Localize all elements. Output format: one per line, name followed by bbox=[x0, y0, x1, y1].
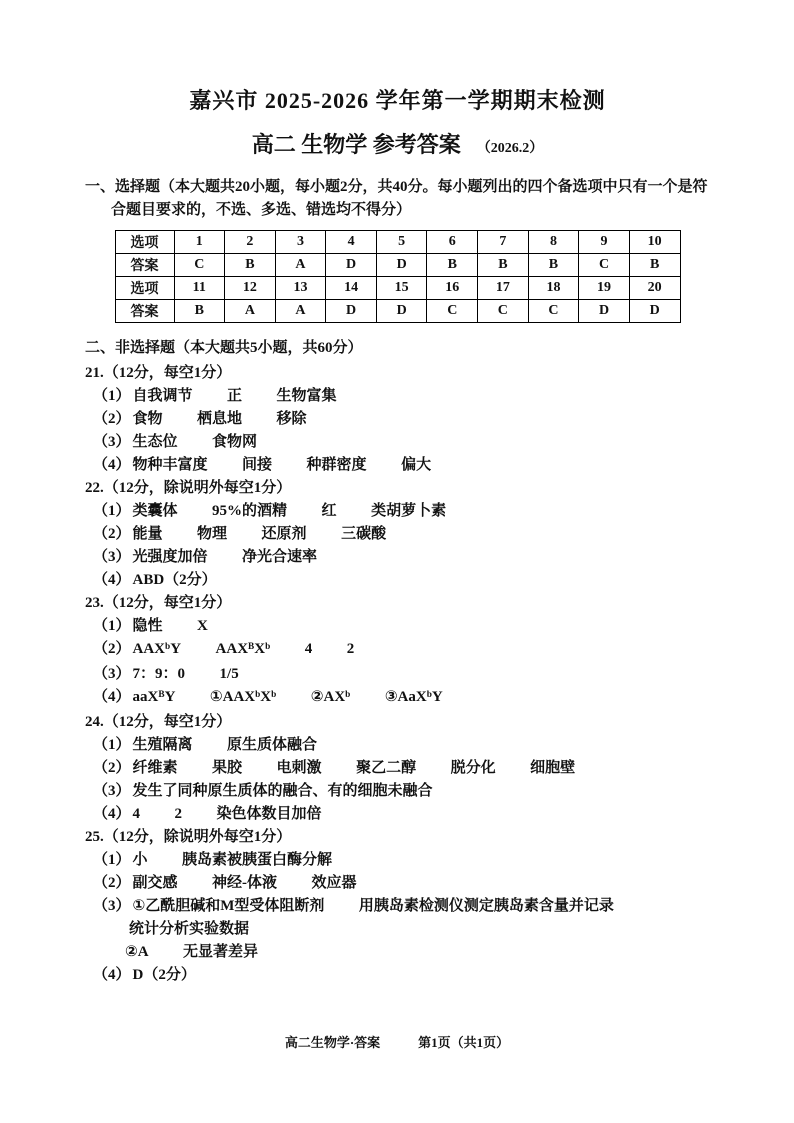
answer-line bbox=[85, 686, 710, 711]
answer-item: 7：9：0 bbox=[132, 666, 186, 682]
answer-table-cell: B bbox=[174, 300, 225, 323]
question-header: 21.（12分，每空1分） bbox=[85, 365, 232, 381]
answer-line-label: （4） bbox=[93, 806, 131, 822]
answer-line bbox=[85, 615, 710, 638]
answer-item: aaX$^B$Y bbox=[132, 689, 176, 705]
question-header: 25.（12分，除说明外每空1分） bbox=[85, 829, 292, 845]
answer-line bbox=[85, 918, 710, 941]
answer-item: 移除 bbox=[276, 411, 307, 427]
answer-item: 生物富集 bbox=[276, 388, 337, 404]
answer-item: 发生了同种原生质体的融合、有的细胞未融合 bbox=[132, 783, 433, 799]
answer-table-cell: 12 bbox=[225, 277, 276, 300]
answer-table-cell: 答案 bbox=[115, 254, 174, 277]
answer-item: 统计分析实验数据 bbox=[129, 921, 250, 937]
answer-item: 还原剂 bbox=[261, 526, 307, 542]
answer-item: 用胰岛素检测仪测定胰岛素含量并记录 bbox=[358, 898, 614, 914]
answer-table-cell: 5 bbox=[376, 231, 427, 254]
answer-table-cell: 8 bbox=[528, 231, 579, 254]
answer-table-cell: 4 bbox=[326, 231, 377, 254]
answer-line-label: （3） bbox=[93, 783, 131, 799]
answer-item: ABD（2分） bbox=[132, 572, 217, 588]
answer-line-label: （1） bbox=[93, 618, 131, 634]
answer-line bbox=[85, 757, 710, 780]
answer-line-label: （3） bbox=[93, 898, 131, 914]
answer-table-cell: 15 bbox=[376, 277, 427, 300]
answer-table-cell: C bbox=[528, 300, 579, 323]
answer-table-cell: D bbox=[579, 300, 630, 323]
answer-item: 4 bbox=[132, 806, 141, 822]
section2-heading: 二、非选择题（本大题共5小题，共60分） bbox=[85, 340, 363, 356]
answer-item: 类囊体 bbox=[132, 503, 178, 519]
answer-table-row bbox=[115, 277, 680, 300]
question-block bbox=[85, 592, 710, 711]
answer-item: 细胞壁 bbox=[530, 760, 576, 776]
answer-line bbox=[85, 454, 710, 477]
answer-item: 种群密度 bbox=[306, 457, 367, 473]
answer-item: $①AAX^bX^b$ bbox=[209, 689, 277, 705]
answer-item: 光强度加倍 bbox=[132, 549, 208, 565]
answer-item: 纤维素 bbox=[132, 760, 178, 776]
answer-table-cell: 18 bbox=[528, 277, 579, 300]
questions-container bbox=[85, 362, 710, 987]
answer-table-cell: C bbox=[579, 254, 630, 277]
answer-item: 副交感 bbox=[132, 875, 178, 891]
answer-table-cell: D bbox=[326, 300, 377, 323]
answer-line bbox=[85, 408, 710, 431]
subtitle-row bbox=[85, 132, 710, 162]
answer-line bbox=[85, 941, 710, 964]
answer-item: 生殖隔离 bbox=[132, 737, 193, 753]
answer-table-cell: 7 bbox=[478, 231, 529, 254]
question-header: 23.（12分，每空1分） bbox=[85, 595, 232, 611]
answer-item: 食物网 bbox=[212, 434, 258, 450]
answer-item: 隐性 bbox=[132, 618, 163, 634]
question-block bbox=[85, 711, 710, 826]
answer-item: 4 bbox=[304, 641, 313, 657]
section1-heading bbox=[85, 176, 710, 222]
answer-item: 95%的酒精 bbox=[212, 503, 288, 519]
answer-line bbox=[85, 734, 710, 757]
answer-line bbox=[85, 780, 710, 803]
answer-line-label: （3） bbox=[93, 549, 131, 565]
answer-item: D（2分） bbox=[132, 967, 196, 983]
footer-doc-label: 高二生物学·答案 bbox=[284, 1035, 381, 1050]
answer-table-cell: C bbox=[427, 300, 478, 323]
answer-line bbox=[85, 849, 710, 872]
answer-table-cell: 9 bbox=[579, 231, 630, 254]
section1-heading-close: ） bbox=[396, 202, 412, 218]
answer-line-label: （1） bbox=[93, 852, 131, 868]
answer-item: ②A bbox=[125, 944, 149, 960]
answer-item: 偏大 bbox=[401, 457, 432, 473]
answer-line-label: （2） bbox=[93, 760, 131, 776]
answer-table-cell: 11 bbox=[174, 277, 225, 300]
answer-item: 三碳酸 bbox=[341, 526, 387, 542]
answer-table-cell: 17 bbox=[478, 277, 529, 300]
answer-item: 原生质体融合 bbox=[227, 737, 318, 753]
page-footer bbox=[0, 1032, 794, 1051]
answer-table-cell: B bbox=[629, 254, 680, 277]
question-header: 24.（12分，每空1分） bbox=[85, 714, 232, 730]
answer-line-label: （1） bbox=[93, 503, 131, 519]
answer-item: 净光合速率 bbox=[242, 549, 318, 565]
answer-line-label: （4） bbox=[93, 689, 131, 705]
answer-table-cell: B bbox=[528, 254, 579, 277]
answer-item: 2 bbox=[174, 806, 183, 822]
answer-table-cell: 10 bbox=[629, 231, 680, 254]
section1-heading-bold-note: 不选、多选、错选均不得分 bbox=[216, 202, 397, 218]
answer-line bbox=[85, 663, 710, 686]
answer-table-row bbox=[115, 231, 680, 254]
answer-item: 自我调节 bbox=[132, 388, 193, 404]
answer-table-cell: D bbox=[376, 300, 427, 323]
answer-item: 能量 bbox=[132, 526, 163, 542]
answer-item: 物种丰富度 bbox=[132, 457, 208, 473]
answer-table-cell: 14 bbox=[326, 277, 377, 300]
answer-line bbox=[85, 895, 710, 918]
answer-table-row bbox=[115, 300, 680, 323]
answer-table-cell: 20 bbox=[629, 277, 680, 300]
answer-table-row bbox=[115, 254, 680, 277]
answer-item: 电刺激 bbox=[276, 760, 322, 776]
answer-item: ①乙酰胆碱和M型受体阻断剂 bbox=[132, 898, 325, 914]
exam-date: （2026.2） bbox=[476, 141, 544, 156]
answer-table-cell: C bbox=[174, 254, 225, 277]
answer-table-cell: C bbox=[478, 300, 529, 323]
footer-page-label: 第1页（共1页） bbox=[418, 1035, 510, 1050]
answer-item: 胰岛素被胰蛋白酶分解 bbox=[182, 852, 333, 868]
answer-line-label: （3） bbox=[93, 434, 131, 450]
question-block bbox=[85, 826, 710, 987]
answer-line bbox=[85, 546, 710, 569]
answer-item: AAX$^b$Y bbox=[132, 641, 182, 657]
answer-line bbox=[85, 523, 710, 546]
answer-table-cell: B bbox=[225, 254, 276, 277]
answer-line-label: （2） bbox=[93, 641, 131, 657]
answer-line bbox=[85, 500, 710, 523]
answer-table-cell: 6 bbox=[427, 231, 478, 254]
answer-item: 聚乙二醇 bbox=[356, 760, 417, 776]
answer-item: $AAX^BX^b$ bbox=[215, 641, 271, 657]
answer-table-cell: 1 bbox=[174, 231, 225, 254]
answer-line bbox=[85, 803, 710, 826]
answer-item: 栖息地 bbox=[197, 411, 243, 427]
answer-item: 1/5 bbox=[219, 666, 239, 682]
answer-line bbox=[85, 385, 710, 408]
answer-table-cell: A bbox=[225, 300, 276, 323]
answer-item: 物理 bbox=[197, 526, 228, 542]
answer-item: 神经-体液 bbox=[212, 875, 278, 891]
answer-table-cell: B bbox=[478, 254, 529, 277]
answer-line-label: （4） bbox=[93, 457, 131, 473]
answer-item: 无显著差异 bbox=[183, 944, 259, 960]
answer-line-label: （1） bbox=[93, 388, 131, 404]
answer-table-cell: 2 bbox=[225, 231, 276, 254]
answer-line bbox=[85, 964, 710, 987]
answer-item: 生态位 bbox=[132, 434, 178, 450]
answer-table-cell: 13 bbox=[275, 277, 326, 300]
answer-table-cell: D bbox=[629, 300, 680, 323]
answer-table-cell: 选项 bbox=[115, 277, 174, 300]
answer-table-cell: 选项 bbox=[115, 231, 174, 254]
answer-item: 正 bbox=[227, 388, 243, 404]
answer-line bbox=[85, 638, 710, 663]
answer-line-label: （2） bbox=[93, 526, 131, 542]
answer-item: 间接 bbox=[242, 457, 273, 473]
answer-table-cell: 3 bbox=[275, 231, 326, 254]
answer-table-cell: B bbox=[427, 254, 478, 277]
question-header: 22.（12分，除说明外每空1分） bbox=[85, 480, 292, 496]
section1-heading-text: 一、选择题（本大题共20小题，每小题2分，共40分。每小题列出的四个备选项中只有一个是符合题目要求的， bbox=[85, 179, 708, 218]
answer-item: 脱分化 bbox=[450, 760, 496, 776]
answer-table-cell: D bbox=[326, 254, 377, 277]
document-title: 嘉兴市 2025-2026 学年第一学期期末检测 bbox=[189, 88, 606, 113]
answer-line-label: （4） bbox=[93, 572, 131, 588]
question-block bbox=[85, 477, 710, 592]
choice-answer-table bbox=[115, 230, 681, 323]
answer-item: 食物 bbox=[132, 411, 163, 427]
answer-item: 果胶 bbox=[212, 760, 243, 776]
answer-item: 类胡萝卜素 bbox=[371, 503, 447, 519]
answer-table-cell: 16 bbox=[427, 277, 478, 300]
answer-line-label: （1） bbox=[93, 737, 131, 753]
question-block bbox=[85, 362, 710, 477]
answer-line-label: （2） bbox=[93, 875, 131, 891]
answer-item: ③AaX$^b$Y bbox=[384, 689, 443, 705]
answer-table-cell: D bbox=[376, 254, 427, 277]
answer-table-cell: A bbox=[275, 300, 326, 323]
answer-line bbox=[85, 431, 710, 454]
answer-line-label: （3） bbox=[93, 666, 131, 682]
answer-item: 染色体数目加倍 bbox=[216, 806, 322, 822]
answer-table-cell: A bbox=[275, 254, 326, 277]
answer-line-label: （4） bbox=[93, 967, 131, 983]
answer-line-label: （2） bbox=[93, 411, 131, 427]
answer-item: X bbox=[197, 618, 208, 634]
answer-item: $②AX^b$ bbox=[310, 689, 351, 705]
answer-item: 效应器 bbox=[311, 875, 357, 891]
subject-title: 高二 生物学 参考答案 bbox=[251, 132, 461, 157]
answer-item: 2 bbox=[346, 641, 355, 657]
answer-item: 红 bbox=[321, 503, 337, 519]
answer-table-cell: 19 bbox=[579, 277, 630, 300]
answer-item: 小 bbox=[132, 852, 148, 868]
answer-line bbox=[85, 569, 710, 592]
answer-table-cell: 答案 bbox=[115, 300, 174, 323]
answer-line bbox=[85, 872, 710, 895]
